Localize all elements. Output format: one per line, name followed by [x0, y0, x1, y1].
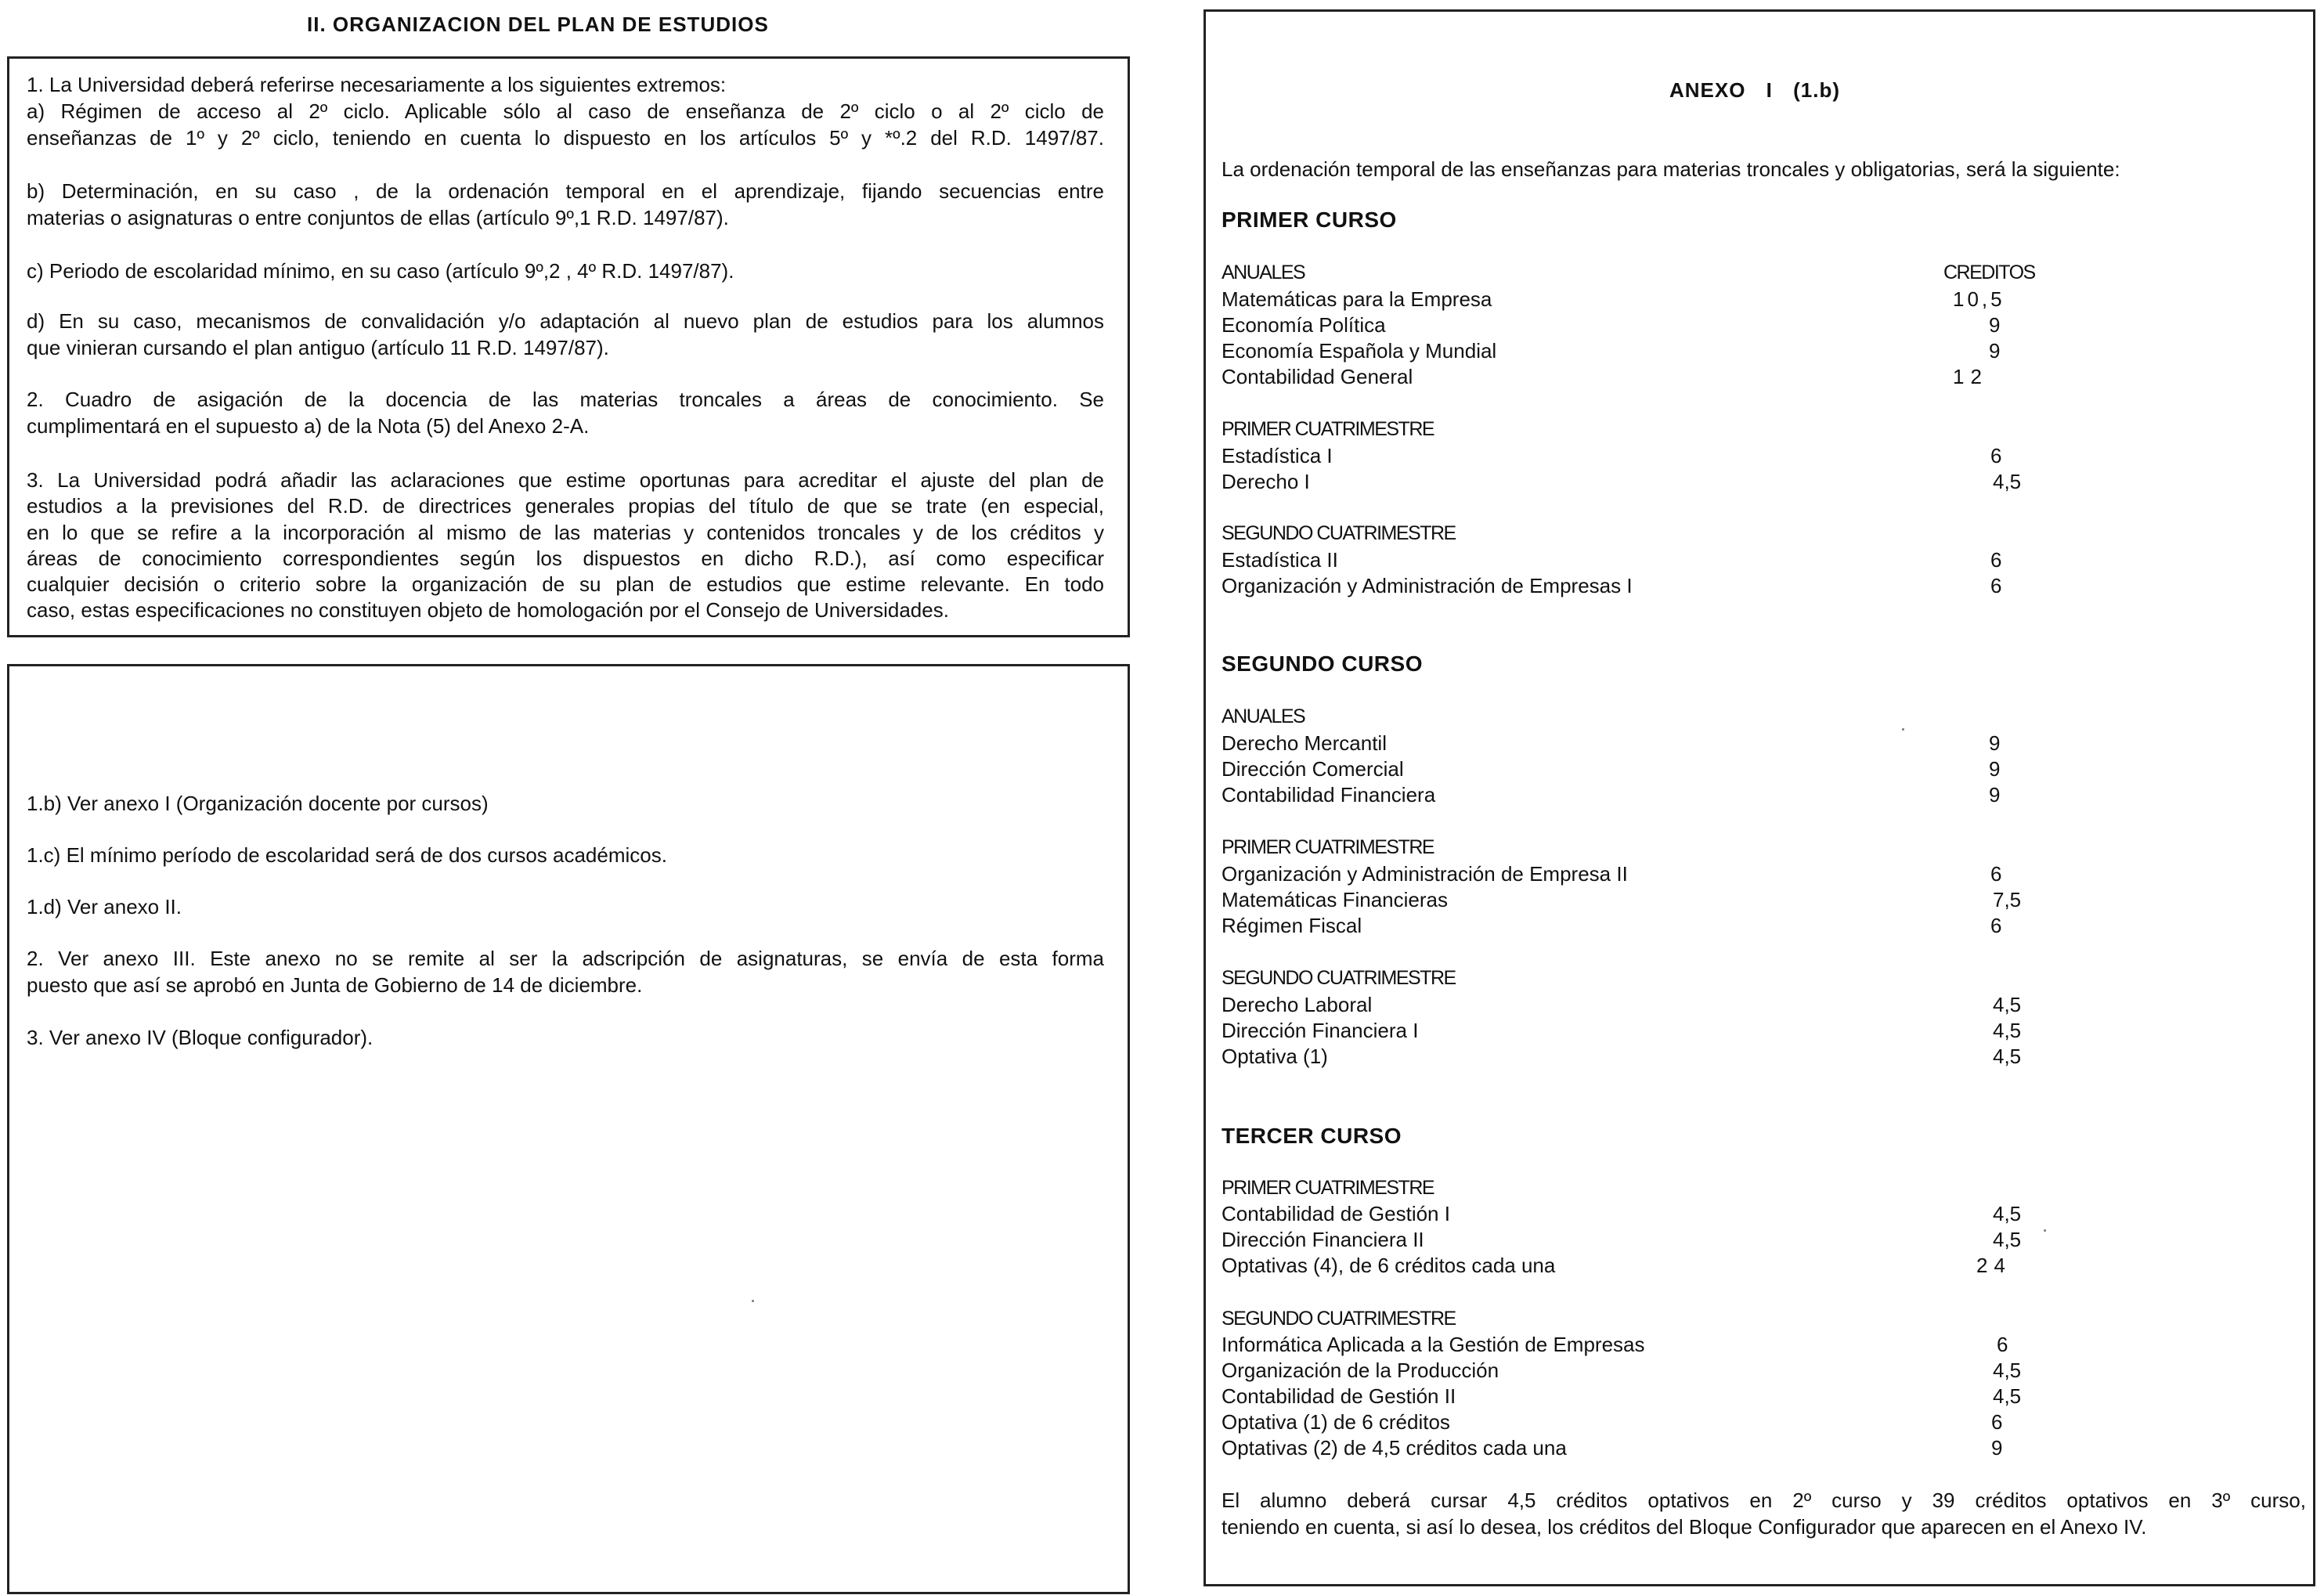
group-label: PRIMER CUATRIMESTRE	[1222, 418, 1434, 440]
requirements-line: d) En su caso, mecanismos de convalidación y/o adaptación al nuevo plan de estudios para los alumnos	[27, 309, 1104, 333]
subject: Contabilidad Financiera	[1222, 783, 1436, 807]
credits-value: 4,5	[1993, 1019, 2022, 1042]
requirements-line: caso, estas especificaciones no constituyen objeto de homologación por el Consejo de Universidades.	[27, 598, 949, 622]
credits-value: 4,5	[1993, 1202, 2022, 1225]
credits-value: 4,5	[1993, 1384, 2022, 1408]
subject: Derecho Laboral	[1222, 993, 1373, 1016]
credits-value: 9	[1989, 757, 2001, 781]
subject: Dirección Comercial	[1222, 757, 1404, 781]
annex-intro: La ordenación temporal de las enseñanzas para materias troncales y obligatorias, será la siguiente:	[1222, 157, 2120, 181]
subject: Organización de la Producción	[1222, 1359, 1499, 1382]
scan-speck	[2044, 1229, 2046, 1232]
response-line: 1.b) Ver anexo I (Organización docente por cursos)	[27, 792, 489, 815]
requirements-line: cualquier decisión o criterio sobre la organización de su plan de estudios que estime relevante. En todo	[27, 572, 1104, 596]
subject: Informática Aplicada a la Gestión de Empresas	[1222, 1333, 1645, 1356]
group-label: SEGUNDO CUATRIMESTRE	[1222, 1308, 1456, 1330]
subject: Optativas (4), de 6 créditos cada una	[1222, 1254, 1556, 1277]
subject: Optativas (2) de 4,5 créditos cada una	[1222, 1436, 1567, 1460]
credits-value: 9	[1989, 731, 2001, 755]
credits-value: 10,5	[1953, 287, 2005, 311]
response-line: puesto que así se aprobó en Junta de Gobierno de 14 de diciembre.	[27, 973, 643, 997]
credits-value: 4,5	[1993, 470, 2022, 493]
credits-value: 6	[1990, 444, 2002, 467]
group-label: SEGUNDO CUATRIMESTRE	[1222, 522, 1456, 544]
subject: Optativa (1) de 6 créditos	[1222, 1410, 1450, 1434]
scan-speck	[1902, 728, 1904, 731]
group-label: ANUALES	[1222, 705, 1305, 727]
credits-value: 4,5	[1993, 1045, 2022, 1068]
course-heading: TERCER CURSO	[1222, 1124, 1402, 1148]
response-line: 3. Ver anexo IV (Bloque configurador).	[27, 1026, 374, 1049]
subject: Matemáticas Financieras	[1222, 888, 1448, 911]
subject: Economía Política	[1222, 313, 1386, 337]
response-line: 1.c) El mínimo período de escolaridad será de dos cursos académicos.	[27, 843, 667, 867]
credits-value: 9	[1989, 783, 2001, 807]
requirements-line: a) Régimen de acceso al 2º ciclo. Aplicable sólo al caso de enseñanza de 2º ciclo o al 2º ciclo de	[27, 99, 1104, 123]
subject: Contabilidad de Gestión II	[1222, 1384, 1456, 1408]
credits-value: 24	[1976, 1254, 2012, 1277]
requirements-line: cumplimentará en el supuesto a) de la Nota (5) del Anexo 2-A.	[27, 414, 590, 438]
subject: Régimen Fiscal	[1222, 914, 1362, 937]
credits-value: 6	[1990, 548, 2002, 572]
credits-value: 4,5	[1993, 1359, 2022, 1382]
response-line: 1.d) Ver anexo II.	[27, 895, 182, 918]
group-label: ANUALES	[1222, 262, 1305, 283]
response-line: 2. Ver anexo III. Este anexo no se remite al ser la adscripción de asignaturas, se envía de esta forma	[27, 947, 1104, 970]
subject: Matemáticas para la Empresa	[1222, 287, 1492, 311]
annex-title: ANEXO I (1.b)	[1669, 78, 1841, 102]
requirements-line: áreas de conocimiento correspondientes según los dispuestos en dicho R.D.), así como especificar	[27, 547, 1104, 570]
subject: Derecho I	[1222, 470, 1310, 493]
subject: Estadística II	[1222, 548, 1338, 572]
requirements-line: c) Periodo de escolaridad mínimo, en su caso (artículo 9º,2 , 4º R.D. 1497/87).	[27, 259, 734, 283]
credits-value: 12	[1953, 365, 1988, 388]
requirements-line: b) Determinación, en su caso , de la ordenación temporal en el aprendizaje, fijando secuencias entre	[27, 179, 1104, 203]
requirements-line: en lo que se refire a la incorporación al mismo de las materias y contenidos troncales y de los créditos y	[27, 521, 1104, 544]
credits-value: 6	[1997, 1333, 2008, 1356]
credits-value: 9	[1991, 1436, 2003, 1460]
requirements-line: que vinieran cursando el plan antiguo (artículo 11 R.D. 1497/87).	[27, 336, 609, 359]
credits-value: 4,5	[1993, 993, 2022, 1016]
credits-value: 9	[1989, 339, 2001, 363]
subject: Contabilidad de Gestión I	[1222, 1202, 1450, 1225]
annex-footer-line: teniendo en cuenta, si así lo desea, los créditos del Bloque Configurador que aparecen en el Anexo IV.	[1222, 1515, 2147, 1539]
subject: Dirección Financiera II	[1222, 1228, 1424, 1251]
requirements-line: enseñanzas de 1º y 2º ciclo, teniendo en cuenta lo dispuesto en los artículos 5º y *º.2 del R.D. 1497/87.	[27, 126, 1104, 150]
group-label: PRIMER CUATRIMESTRE	[1222, 836, 1434, 858]
requirements-line: estudios a la previsiones del R.D. de directrices generales propias del título de que se trate (en especial,	[27, 494, 1104, 518]
subject: Dirección Financiera I	[1222, 1019, 1419, 1042]
credits-value: 6	[1990, 574, 2002, 597]
subject: Estadística I	[1222, 444, 1333, 467]
credits-value: 9	[1989, 313, 2001, 337]
credits-value: 4,5	[1993, 1228, 2022, 1251]
subject: Optativa (1)	[1222, 1045, 1328, 1068]
credits-value: 6	[1991, 1410, 2003, 1434]
group-label: PRIMER CUATRIMESTRE	[1222, 1177, 1434, 1199]
subject: Organización y Administración de Empresas I	[1222, 574, 1633, 597]
scan-speck	[752, 1300, 754, 1302]
credits-value: 7,5	[1993, 888, 2022, 911]
page-title: II. ORGANIZACION DEL PLAN DE ESTUDIOS	[307, 13, 769, 36]
subject: Contabilidad General	[1222, 365, 1413, 388]
subject: Economía Española y Mundial	[1222, 339, 1497, 363]
requirements-line: 3. La Universidad podrá añadir las aclaraciones que estime oportunas para acreditar el ajuste del plan de	[27, 468, 1104, 492]
group-label: SEGUNDO CUATRIMESTRE	[1222, 967, 1456, 989]
course-heading: SEGUNDO CURSO	[1222, 651, 1423, 676]
requirements-line: 2. Cuadro de asigación de la docencia de las materias troncales a áreas de conocimiento. Se	[27, 388, 1104, 411]
credits-header: CREDITOS	[1943, 262, 2035, 283]
course-heading: PRIMER CURSO	[1222, 207, 1397, 232]
credits-value: 6	[1990, 862, 2002, 886]
subject: Derecho Mercantil	[1222, 731, 1387, 755]
annex-footer-line: El alumno deberá cursar 4,5 créditos optativos en 2º curso y 39 créditos optativos en 3º curso,	[1222, 1489, 2306, 1512]
requirements-line: 1. La Universidad deberá referirse necesariamente a los siguientes extremos:	[27, 73, 727, 96]
requirements-line: materias o asignaturas o entre conjuntos de ellas (artículo 9º,1 R.D. 1497/87).	[27, 206, 729, 229]
subject: Organización y Administración de Empresa II	[1222, 862, 1628, 886]
credits-value: 6	[1990, 914, 2002, 937]
